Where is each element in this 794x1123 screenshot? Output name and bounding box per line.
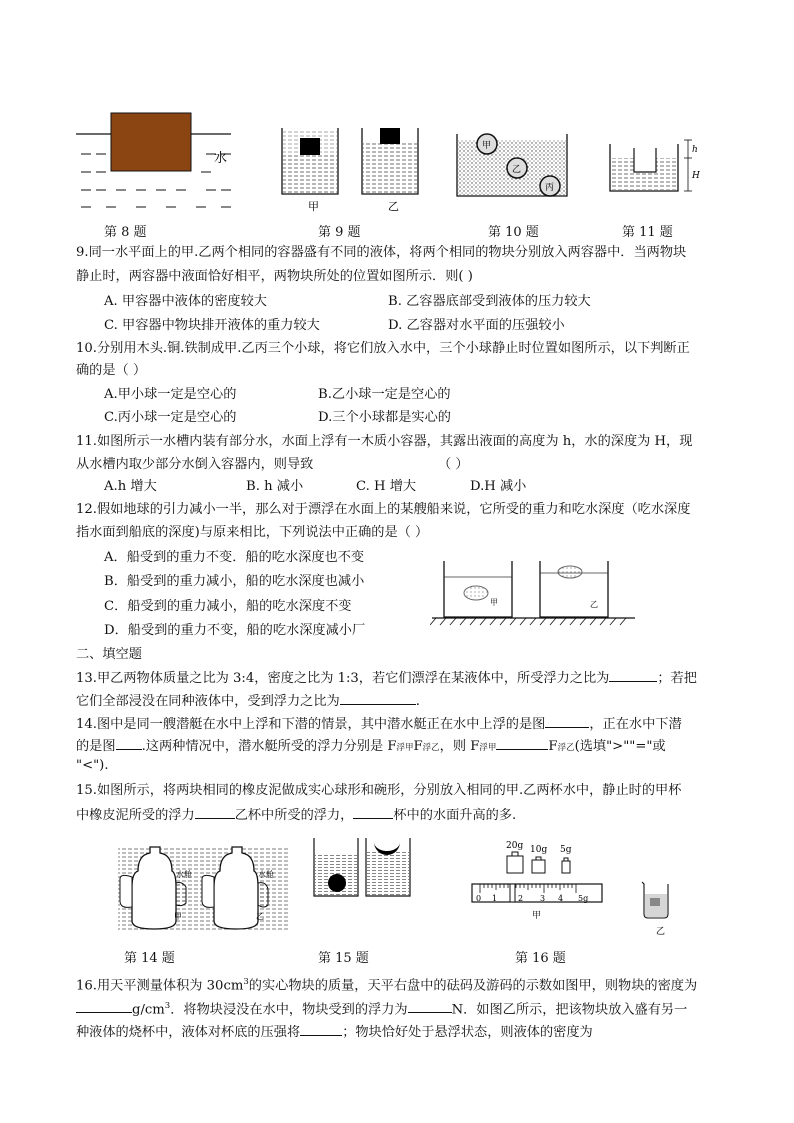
q14-line-2: [76, 735, 666, 758]
caption-q8: 第 8 题: [104, 225, 147, 240]
q14-blank-1[interactable]: [545, 713, 589, 728]
q16-line-1: [76, 973, 697, 995]
figure-q9: [276, 122, 426, 217]
q14-text-2a: 的是图: [76, 739, 116, 754]
q16-blank-3[interactable]: [300, 1021, 342, 1036]
q11-stem-2: 从水槽内取少部分水倒入容器内，则导致: [76, 457, 314, 472]
fig12-label-yi: 乙: [590, 600, 598, 609]
fig16-weight-5g: 5g: [560, 845, 572, 855]
q14-text-2b: .这两种情况中，潜水艇所受的浮力分别是 F: [141, 739, 397, 754]
fig16-weight-20g: 20g: [506, 841, 524, 851]
q16-blank-1[interactable]: [76, 998, 132, 1013]
q14-blank-2[interactable]: [116, 735, 142, 750]
fig14-label-tank-1: 水舱: [176, 870, 192, 879]
q15-text-2b: 乙杯中所受的浮力，: [234, 808, 354, 823]
q10-option-b: B.乙小球一定是空心的: [318, 387, 451, 402]
q16-text-1a: 16.用天平测量体积为 30cm: [76, 978, 244, 994]
fig10-label-bing: 丙: [545, 183, 555, 193]
q16-line-2: [76, 997, 687, 1019]
q12-option-d: D．船受到的重力不变，船的吃水深度减小厂: [104, 623, 366, 638]
figure-q14: [116, 843, 291, 933]
q16-text-1b: 的实心物块的质量，天平右盘中的砝码及游码的示数如图甲，则物块的密度为: [248, 978, 698, 994]
q16-text-3a: 种液体的烧杯中，液体对杯底的压强将: [76, 1025, 301, 1040]
q16-sup-1: 3: [243, 977, 249, 987]
q11-option-c: C. H 增大: [356, 479, 417, 494]
q15-text-2a: 中橡皮泥所受的浮力: [76, 808, 195, 823]
q14-text-2d: (选填">""="或: [574, 739, 666, 754]
q14-sub-a: 浮甲: [396, 743, 414, 753]
caption-q11: 第 11 题: [622, 225, 673, 240]
q11-stem-1: 11.如图所示一水槽内装有部分水，水面上浮有一木质小容器，其露出液面的高度为 h，水的深度为 H，现: [76, 434, 693, 449]
q11-option-b: B. h 减小: [246, 479, 304, 494]
q13-blank-2[interactable]: [340, 690, 416, 705]
q10-stem-2: 确的是（ ）: [76, 363, 147, 378]
q14-text-1a: 14.图中是同一艘潜艇在水中上浮和下潜的情景，其中潜水艇正在水中上浮的是图: [76, 717, 546, 732]
q11-answer-paren: （ ）: [438, 457, 469, 472]
section-fill-in: 二、填空题: [76, 647, 142, 662]
fig10-label-jia: 甲: [482, 141, 492, 151]
caption-q10: 第 10 题: [488, 225, 539, 240]
q9-option-c: C. 甲容器中物块排开液体的重力较大: [104, 318, 320, 333]
q16-text-2c: N．如图乙所示，把该物块放入盛有另一: [451, 1002, 688, 1018]
q16-line-3: [76, 1021, 593, 1042]
q14-sub-d: 浮乙: [557, 743, 575, 753]
q16-text-2b: ．将物块浸没在水中，物块受到的浮力为: [170, 1002, 408, 1018]
fig16-ruler-3: 3: [540, 894, 546, 903]
fig16-label-jia: 甲: [532, 911, 542, 921]
q14-line-1: [76, 713, 682, 734]
fig16-ruler-2: 2: [518, 894, 524, 903]
figure-q15: [312, 836, 412, 898]
q15-line-2: [76, 804, 516, 825]
q14-sub-b: 浮乙: [422, 743, 440, 753]
q9-stem-2: 静止时，两容器中液面恰好相平，两物块所处的位置如图所示．则( ): [76, 269, 473, 284]
q12-stem-1: 12.假如地球的引力减小一半，那么对于漂浮在水面上的某艘船来说，它所受的重力和吃水深度（吃水深度: [76, 502, 691, 517]
q10-option-d: D.三个小球都是实心的: [318, 410, 451, 425]
q14-line-3: "<").: [76, 758, 109, 773]
fig16-label-yi: 乙: [656, 927, 666, 937]
q14-blank-3[interactable]: [496, 735, 548, 750]
q10-option-c: C.丙小球一定是空心的: [104, 410, 237, 425]
caption-q16: 第 16 题: [515, 951, 566, 966]
q16-text-3b: ；物块恰好处于悬浮状态，则液体的密度为: [342, 1025, 593, 1040]
q9-stem-1: 9.同一水平面上的甲.乙两个相同的容器盛有不同的液体，将两个相同的物块分别放入两容器中．当两物块: [76, 245, 687, 260]
figure-q12: [430, 555, 645, 633]
q11-option-a: A.h 增大: [104, 479, 157, 494]
q10-stem-1: 10.分别用木头.铜.铁制成甲.乙丙三个小球，将它们放入水中，三个小球静止时位置如图所示，以下判断正: [76, 341, 690, 356]
fig12-label-jia: 甲: [490, 598, 498, 607]
fig14-label-yi: 乙: [256, 912, 264, 921]
q14-text-mid: F: [413, 739, 423, 754]
q13-line-1: [76, 667, 697, 688]
q13-text-2a: 它们全部浸没在同种液体中，受到浮力之比为: [76, 694, 340, 709]
q16-text-2a: g/cm: [132, 1002, 165, 1018]
fig16-ruler-4: 4: [558, 894, 564, 903]
q15-line-1: 15.如图所示，将两块相同的橡皮泥做成实心球形和碗形，分别放入相同的甲.乙两杯水中，静止时的甲杯: [76, 783, 682, 798]
caption-q14: 第 14 题: [124, 951, 175, 966]
q15-blank-1[interactable]: [195, 804, 235, 819]
q14-sub-c: 浮甲: [479, 743, 497, 753]
q13-text-1b: ；若把: [657, 671, 697, 686]
q13-text-1a: 13.甲乙两物体质量之比为 3:4，密度之比为 1:3，若它们漂浮在某液体中，所受浮力之比为: [76, 671, 610, 686]
fig16-weight-10g: 10g: [530, 845, 548, 855]
q13-blank-1[interactable]: [609, 667, 657, 682]
fig14-label-jia: 甲: [174, 912, 182, 921]
q11-option-d: D.H 减小: [470, 479, 527, 494]
q13-line-2: [76, 690, 420, 711]
fig14-label-tank-2: 水舱: [258, 870, 274, 879]
fig9-label-jia: 甲: [308, 200, 319, 213]
q9-option-d: D. 乙容器对水平面的压强较小: [388, 318, 565, 333]
fig9-label-yi: 乙: [388, 200, 399, 213]
q12-option-c: C．船受到的重力减小，船的吃水深度不变: [104, 599, 352, 614]
q15-text-2c: 杯中的水面升高的多.: [393, 808, 517, 823]
figure-q10: [455, 126, 575, 201]
q12-option-b: B．船受到的重力减小，船的吃水深度也减小: [104, 574, 365, 589]
fig10-label-yi: 乙: [512, 165, 522, 175]
q12-option-a: A．船受到的重力不变．船的吃水深度也不变: [104, 550, 365, 565]
fig16-ruler-5g: 5g: [578, 894, 589, 903]
q9-option-b: B. 乙容器底部受到液体的压力较大: [388, 294, 591, 309]
fig11-label-H: H: [692, 171, 700, 181]
q16-blank-2[interactable]: [408, 998, 452, 1013]
fig16-ruler-0: 0: [476, 894, 482, 903]
q14-text-f: F: [548, 739, 558, 754]
q15-blank-2[interactable]: [353, 804, 393, 819]
q14-text-2c: ，则 F: [439, 739, 480, 754]
q16-sup-2: 3: [164, 1001, 171, 1011]
q14-text-1b: ，正在水中下潜: [589, 717, 682, 732]
figure-q11: [606, 136, 701, 196]
figure-q8: [76, 110, 236, 215]
fig8-water-label: 水: [214, 151, 228, 166]
caption-q15: 第 15 题: [318, 951, 369, 966]
caption-q9: 第 9 题: [318, 225, 361, 240]
q10-option-a: A.甲小球一定是空心的: [104, 387, 237, 402]
fig16-ruler-1: 1: [492, 894, 498, 903]
q13-text-2b: .: [415, 694, 420, 709]
q9-option-a: A. 甲容器中液体的密度较大: [104, 294, 267, 309]
q12-stem-2: 指水面到船底的深度)与原来相比，下列说法中正确的是（ ）: [76, 525, 429, 540]
fig11-label-h: h: [692, 145, 698, 155]
figure-q16: [470, 838, 685, 938]
